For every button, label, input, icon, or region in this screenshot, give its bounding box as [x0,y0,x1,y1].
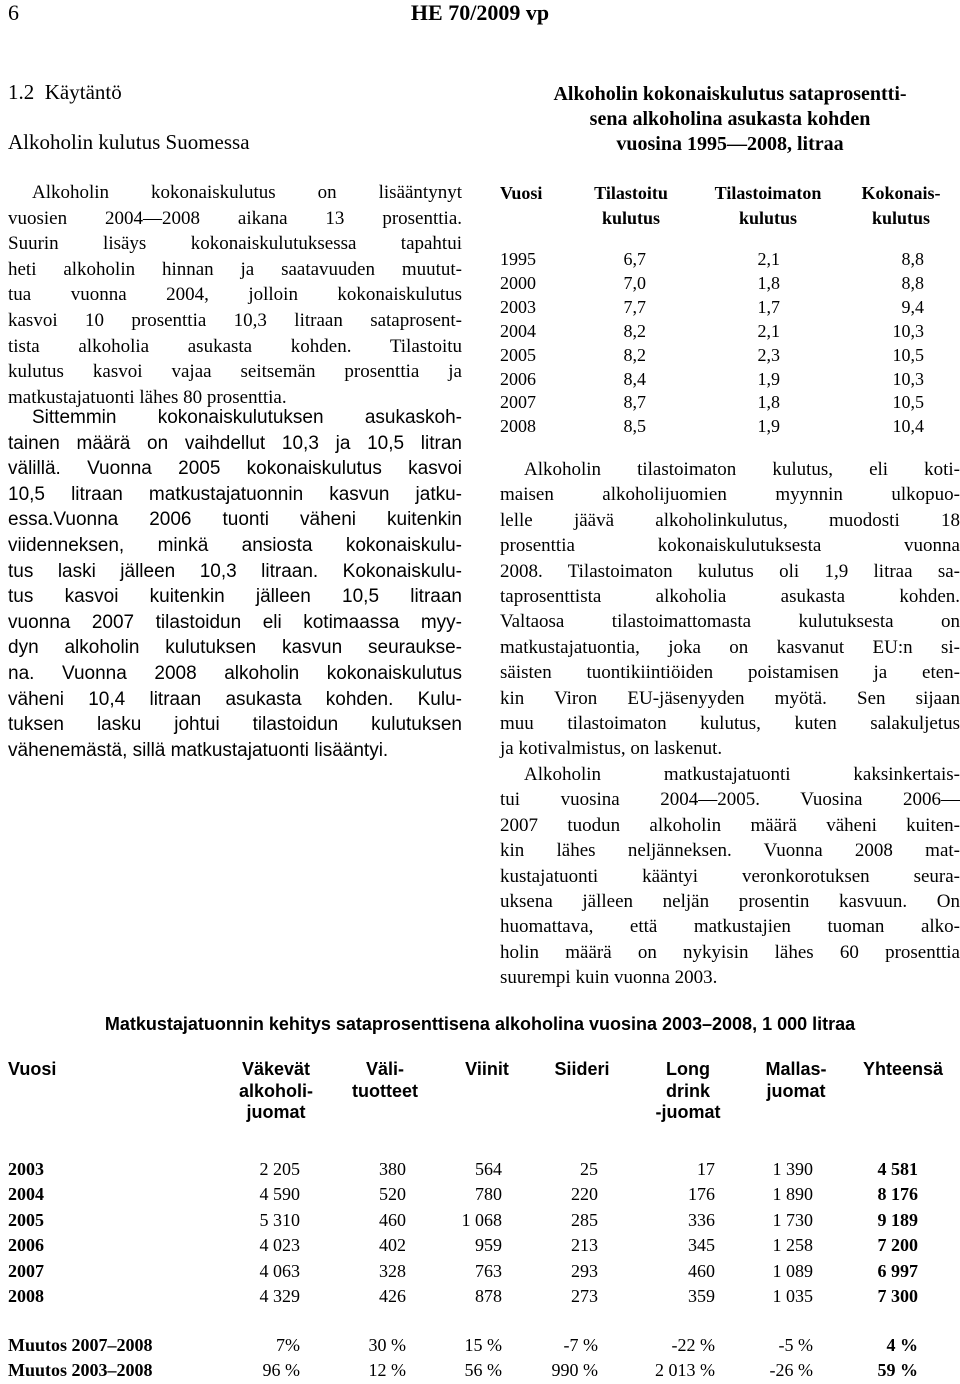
paragraph-line: kustajatuonti kääntyi veronkorotuksen seura- [500,865,960,887]
table2-cell: 763 [475,1260,502,1281]
paragraph-line: kasvoi 10 prosenttia 10,3 litraan sataprosent- [8,309,462,331]
paragraph-line: taprosenttista alkoholia asukasta kohden. [500,585,960,607]
table2-cell: 460 [379,1209,406,1230]
paragraph-line: tua vuonna 2004, jolloin kokonaiskulutus [8,284,462,306]
paragraph-line: kulutus kasvoi vajaa seitsemän prosenttia ja [8,361,462,383]
table2-cell: 4 063 [259,1260,300,1281]
paragraph-line: tuksen lasku johtui tilastoidun kulutuksen [8,714,462,736]
table2-cell: 959 [475,1235,502,1256]
table2-cell: 12 % [368,1360,406,1381]
running-head: HE 70/2009 vp [410,0,550,25]
table2-row-label: 2007 [8,1260,44,1281]
table2-header-line: Väkevät [241,1059,311,1079]
table1-header-line: kulutus [871,208,931,228]
table1-cell: 1,8 [757,392,780,413]
table2-header-line: juomat [246,1102,306,1122]
table1-cell: 2,3 [757,344,780,365]
table1-cell: 8,4 [623,368,646,389]
table2-header [540,1059,624,1081]
table2-cell: 7% [276,1335,300,1355]
table1-cell: 8,8 [901,272,924,293]
page-number: 6 [8,0,19,25]
table2-header [340,1059,430,1102]
paragraph-line: Alkoholin kokonaiskulutus on lisääntynyt [32,182,462,203]
table1-cell: 1,7 [757,296,780,317]
table1-cell: 8,2 [623,344,646,365]
table1-year-cell: 2005 [500,344,536,365]
table2-cell: 2 013 % [655,1360,715,1381]
table2-row-label: 2004 [8,1184,44,1205]
paragraph-line: säisten tuontikiintiöiden poistamisen ja eten- [500,662,960,684]
table2-cell: 4 590 [259,1184,300,1205]
table1-year-cell: 2006 [500,368,536,389]
paragraph-line: lelle jäävä alkoholinkulutus, muodosti 18 [500,509,960,531]
table2-cell: 878 [475,1286,502,1306]
table1-header-line: kulutus [601,208,661,228]
table2-cell: 402 [379,1235,406,1256]
table1-title [500,82,960,157]
table2-total-cell: 7 300 [877,1286,918,1306]
table2-header-line: Yhteensä [862,1059,944,1079]
table2-cell: 56 % [464,1360,502,1381]
paragraph-line: huomattava, että matkustajien tuoman alko- [500,916,960,938]
paragraph-line: Suurin lisäys kokonaiskulutuksessa tapahtui [8,233,462,255]
table2-cell: -22 % [671,1335,715,1355]
table2-cell: 4 023 [259,1235,300,1256]
table2-header [752,1059,840,1102]
table2-cell: 17 [697,1159,715,1179]
paragraph-line: Valtaosa tilastoimattomasta kulutuksesta on [500,611,960,633]
table2-cell: 1 890 [772,1184,813,1205]
table2-cell: 25 [580,1159,598,1179]
left-paragraph-1 [8,180,462,410]
table1-header [846,181,956,231]
paragraph-line: Sittemmin kokonaiskulutuksen asukaskoh- [32,407,462,428]
table2-header [232,1059,320,1124]
table2-cell: 1 730 [772,1209,813,1230]
table2-cell: 273 [571,1286,598,1306]
table2-cell: 990 % [551,1360,598,1381]
table2-cell: 1 035 [772,1286,813,1306]
table2-cell: -7 % [563,1335,598,1355]
paragraph-line: tainen määrä on vaihdellut 10,3 ja 10,5 litran [8,432,462,454]
table2-cell: 1 390 [772,1159,813,1179]
paragraph-line: 10,5 litraan matkustajatuonnin kasvun jatku- [8,483,462,505]
table2-cell: 426 [379,1286,406,1306]
table2-cell: 4 329 [259,1286,300,1306]
paragraph-line: dyn alkoholin kulutuksen kasvun seurauksе- [8,637,462,659]
table1-year-cell: 1995 [500,249,536,269]
table1-year-cell: 2003 [500,296,536,317]
table2-row-label: 2008 [8,1286,44,1306]
table2-header [848,1059,958,1081]
table1-cell: 7,7 [623,296,646,317]
right-paragraph-1 [500,457,960,762]
table1-cell: 10,5 [892,392,924,413]
table2-total-cell: 4 % [886,1335,918,1355]
table2-cell: 2 205 [259,1159,300,1179]
paragraph-line: 2008. Tilastoimaton kulutus oli 1,9 litraa sa- [500,560,960,582]
table1-title-line: Alkoholin kokonaiskulutus sataprosentti- [553,83,907,105]
table2-cell: 460 [688,1260,715,1281]
table2-cell: 345 [688,1235,715,1256]
table1-cell: 8,7 [623,392,646,413]
table2-cell: 285 [571,1209,598,1230]
table1-header-line: Tilastoimaton [714,183,822,203]
table2-cell: 1 258 [772,1235,813,1256]
table2-total-cell: 6 997 [877,1260,918,1281]
table1-cell: 8,5 [623,416,646,437]
table1-title-line: sena alkoholina asukasta kohden [589,108,871,130]
table2-header-line: tuotteet [352,1080,418,1101]
table2-header [8,1059,98,1081]
table2-row-label: 2006 [8,1235,44,1256]
paragraph-line: essa.Vuonna 2006 tuonti väheni kuitenkin [8,509,462,531]
table1-cell: 10,4 [892,416,924,437]
table2-header-line: juomat [766,1080,826,1101]
table2-header-line: Viinit [465,1059,509,1079]
table1-cell: 8,2 [623,320,646,341]
table1-year-cell: 2000 [500,272,536,293]
table2-header [648,1059,728,1124]
table1-cell: 10,3 [892,368,924,389]
paragraph-line: vähenemästä, sillä matkustajatuonti lisääntyi. [8,739,389,761]
paragraph-line: matkustajatuontia, joka on kasvanut EU:n si- [500,636,960,658]
paragraph-line: vuonna 2007 tilastoidun eli kotimaassa myy- [8,611,462,633]
paragraph-line: uksena jälleen neljän prosentin kasvuun. On [500,890,960,912]
table2-row-label: Muutos 2007–2008 [8,1335,153,1355]
table2-row-label: 2005 [8,1209,44,1230]
table2-total-cell: 9 189 [877,1209,918,1230]
right-paragraph-2 [500,762,960,991]
paragraph-line: tista alkoholia asukasta kohden. Tilastoitu [8,335,462,357]
table1-year-cell: 2004 [500,320,536,341]
table2-cell: 1 068 [461,1209,502,1230]
table2-header-line: Vuosi [8,1059,57,1079]
table1-header-line: kulutus [738,208,798,228]
table2-cell: 213 [571,1235,598,1256]
table2-total-cell: 4 581 [877,1159,918,1179]
table2-cell: 293 [571,1260,598,1281]
table1-cell: 10,3 [892,320,924,341]
paragraph-line: vuosien 2004—2008 aikana 13 prosenttia. [8,207,462,229]
paragraph-line: holin määrä on nykyisin lähes 60 prosenttia [500,941,960,963]
table2-cell: 176 [688,1184,715,1205]
table1-header [578,181,684,231]
table2-header-line: Väli- [365,1059,404,1079]
subsection-title: Alkoholin kulutus Suomessa [8,130,250,154]
paragraph-line: prosenttia kokonaiskulutuksesta vuonna [500,535,960,557]
table2-cell: 359 [688,1286,715,1306]
table1-header [696,181,840,231]
section-title: 1.2 Käytäntö [8,80,122,104]
table2-cell: -26 % [769,1360,813,1381]
table1-cell: 7,0 [623,272,646,293]
table2-header [448,1059,526,1081]
table1-cell: 10,5 [892,344,924,365]
table2-cell: 220 [571,1184,598,1205]
table2-cell: 1 089 [772,1260,813,1281]
table1-cell: 2,1 [757,320,780,341]
table2-header-line: Long [666,1059,710,1079]
table1-year-cell: 2007 [500,392,536,413]
paragraph-line: ja kotivalmistus, on laskenut. [500,738,723,760]
table1-cell: 6,7 [623,249,646,269]
table2-row-label: 2003 [8,1159,44,1179]
paragraph-line: tus laski jälleen 10,3 litraan. Kokonaiskulu- [8,560,462,582]
table2-cell: 520 [379,1184,406,1205]
table1-header-line: Vuosi [500,183,543,203]
table1-header [500,181,570,206]
table2-cell: 328 [379,1260,406,1281]
table2-cell: -5 % [778,1335,813,1355]
table1-header-line: Tilastoitu [594,183,668,203]
table2-cell: 5 310 [259,1209,300,1230]
table2-header-line: drink [665,1080,710,1101]
paragraph-line: muu tilastoimaton kulutus, kuten salakuljetus [500,712,960,734]
table2-cell: 780 [475,1184,502,1205]
table1-cell: 2,1 [757,249,780,269]
table1-title-line: vuosina 1995—2008, litraa [616,133,844,155]
table2-cell: 30 % [368,1335,406,1355]
paragraph-line: tus kasvoi kuitenkin jälleen 10,5 litraan [8,586,462,608]
paragraph-line: matkustajatuonti lähes 80 prosenttia. [8,386,287,408]
table2-cell: 380 [379,1159,406,1179]
table1-header-line: Kokonais- [861,183,941,203]
paragraph-line: viidenneksen, minkä ansiosta kokonaiskulu- [8,534,462,556]
table2-title: Matkustajatuonnin kehitys sataprosenttisena alkoholina vuosina 2003–2008, 1 000 litraa [104,1014,856,1034]
table2-header-line: alkoholi- [238,1080,313,1101]
paragraph-line: kin lähes neljänneksen. Vuonna 2008 mat- [500,840,960,862]
table2-total-cell: 8 176 [877,1184,918,1205]
table2-cell: 564 [475,1159,502,1179]
table1-cell: 1,9 [757,368,780,389]
table1-year-cell: 2008 [500,416,536,437]
table2-header-line: Siideri [554,1059,610,1079]
table2-cell: 336 [688,1209,715,1230]
paragraph-line: na. Vuonna 2008 alkoholin kokonaiskulutus [8,662,462,684]
table2-header-line: -juomat [655,1102,721,1122]
table1-cell: 1,9 [757,416,780,437]
paragraph-line: väheni 10,4 litraan asukasta kohden. Kulu- [8,688,462,710]
paragraph-line: tui vuosina 2004—2005. Vuosina 2006— [500,789,960,811]
paragraph-line: Alkoholin tilastoimaton kulutus, eli koti- [524,459,960,480]
table2-total-cell: 59 % [877,1360,918,1381]
paragraph-line: heti alkoholin hinnan ja saatavuuden muutut- [8,258,462,280]
table2-header-line: Mallas- [765,1059,827,1079]
paragraph-line: 2007 tuodun alkoholin määrä väheni kuiten- [500,814,960,836]
paragraph-line: maisen alkoholijuomien myynnin ulkopuo- [500,484,960,506]
left-paragraph-2 [8,405,462,763]
paragraph-line: välillä. Vuonna 2005 kokonaiskulutus kasvoi [8,458,462,480]
table1-cell: 1,8 [757,272,780,293]
table1-cell: 8,8 [901,249,924,269]
paragraph-line: kin Viron EU-jäsenyyden myötä. Sen sijaan [500,687,960,709]
table1-cell: 9,4 [901,296,924,317]
table2-cell: 15 % [464,1335,502,1355]
table2-total-cell: 7 200 [877,1235,918,1256]
table2-row-label: Muutos 2003–2008 [8,1360,153,1381]
paragraph-line: suurempi kuin vuonna 2003. [500,967,718,989]
table2-cell: 96 % [262,1360,300,1381]
paragraph-line: Alkoholin matkustajatuonti kaksinkertais- [524,764,960,785]
